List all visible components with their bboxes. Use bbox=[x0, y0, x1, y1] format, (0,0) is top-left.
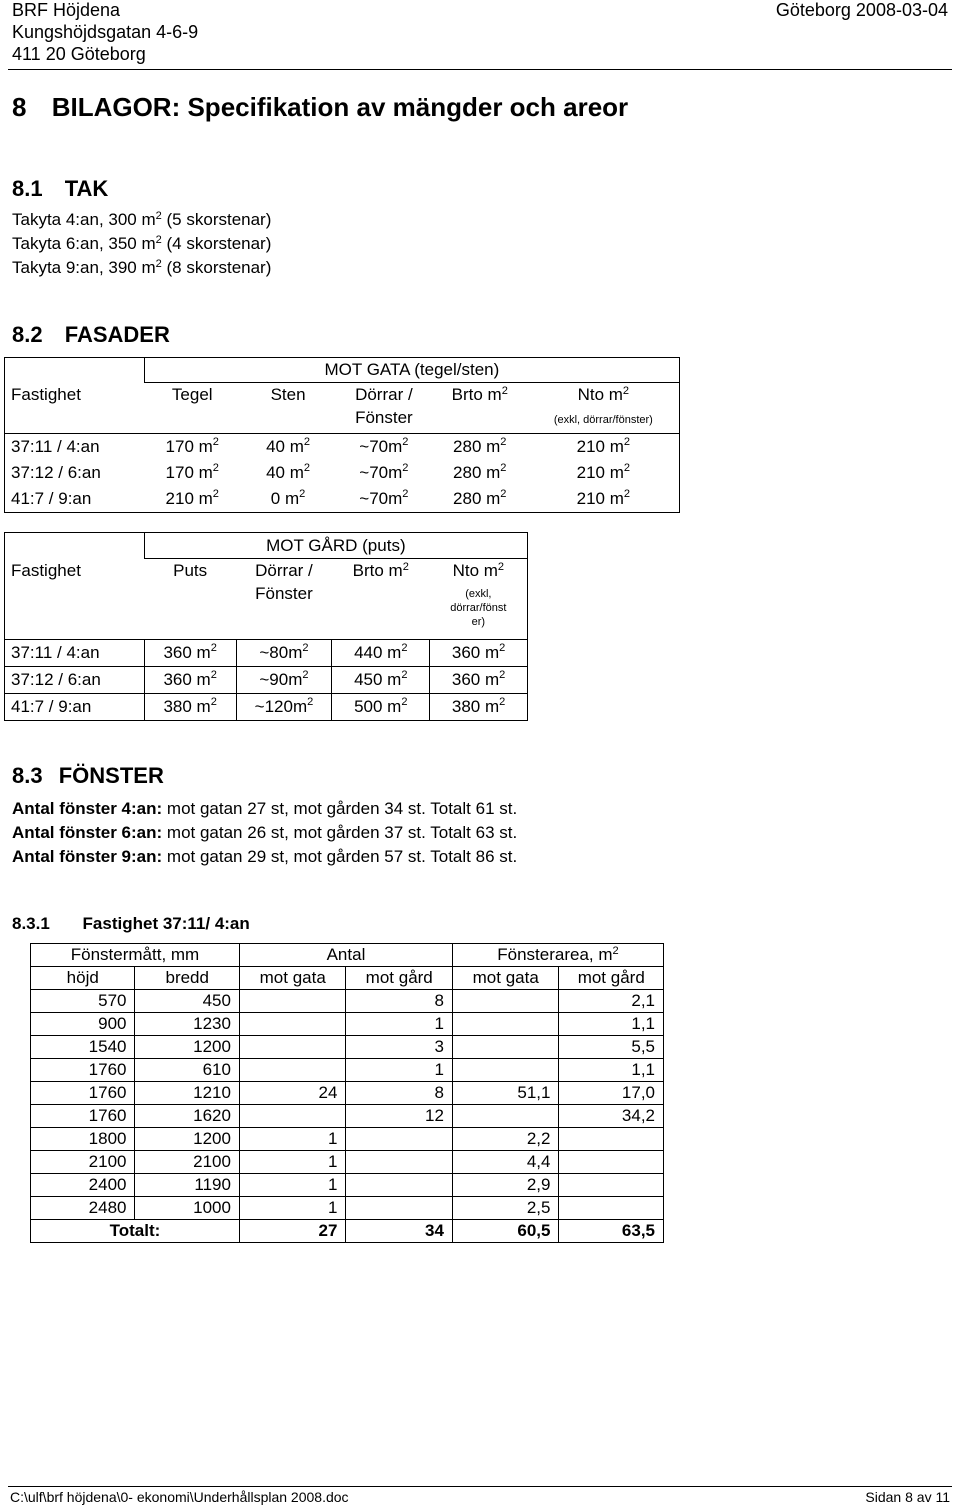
header-org: BRF Höjdena bbox=[12, 0, 121, 20]
total-value: 27 bbox=[239, 1220, 346, 1243]
table-cell: 1 bbox=[239, 1151, 346, 1174]
table-cell: 2,5 bbox=[452, 1197, 559, 1220]
col-header-dorrar: Dörrar / bbox=[255, 561, 313, 580]
chapter-heading bbox=[12, 92, 628, 123]
table-col-header-row bbox=[31, 967, 664, 990]
col-header-fastighet: Fastighet bbox=[5, 383, 145, 408]
fonster-count-line: Antal fönster 6:an: mot gatan 26 st, mot gården 37 st. Totalt 63 st. bbox=[12, 823, 518, 842]
footer-rule bbox=[8, 1486, 952, 1487]
table-cell bbox=[346, 1128, 453, 1151]
col-header-fonster: Fönster bbox=[236, 583, 332, 639]
table-row bbox=[31, 1059, 664, 1082]
table-cell: 24 bbox=[239, 1082, 346, 1105]
table-cell bbox=[346, 1197, 453, 1220]
col-header: mot gata bbox=[452, 967, 559, 990]
table-row bbox=[31, 1174, 664, 1197]
table-row bbox=[31, 1197, 664, 1220]
col-header: mot gård bbox=[346, 967, 453, 990]
subsection-heading bbox=[12, 914, 250, 934]
table-cell: 2480 bbox=[31, 1197, 135, 1220]
col-header-brto: Brto $m^2$ bbox=[352, 560, 409, 580]
table-cell: 2,2 bbox=[452, 1128, 559, 1151]
fonster-table bbox=[30, 943, 664, 1243]
table-cell: 1200 bbox=[135, 1128, 239, 1151]
col-header-puts: Puts bbox=[173, 561, 208, 580]
table-cell bbox=[239, 1059, 346, 1082]
chapter-title: BILAGOR: Specifikation av mängder och areor bbox=[51, 92, 629, 122]
table-row bbox=[31, 1082, 664, 1105]
table-row: 41:7 / 9:an 210 $m^2$ 0 $m^2$ $\sim 70m^2$ 280 $m^2$ 210 $m^2$ bbox=[5, 486, 680, 513]
table-cell: 1190 bbox=[135, 1174, 239, 1197]
total-label: Totalt: bbox=[31, 1220, 240, 1243]
table-cell bbox=[452, 990, 559, 1013]
table-cell: 2,9 bbox=[452, 1174, 559, 1197]
table-cell: 3 bbox=[346, 1036, 453, 1059]
table-row bbox=[31, 1105, 664, 1128]
col-header: bredd bbox=[135, 967, 239, 990]
table-cell: 2100 bbox=[135, 1151, 239, 1174]
table-row: 41:7 / 9:an 380 $m^2$ $\sim 120m^2$ 500 $m^2$ 380 $m^2$ bbox=[5, 693, 528, 720]
gata-caption: MOT GATA (tegel/sten) bbox=[144, 358, 679, 383]
table-cell: 1 bbox=[346, 1013, 453, 1036]
section-fonster-heading bbox=[12, 763, 164, 789]
total-value: 63,5 bbox=[559, 1220, 664, 1243]
section-title: TAK bbox=[64, 176, 109, 201]
header-place-date: Göteborg 2008-03-04 bbox=[775, 0, 948, 20]
subsection-num: 8.3.1 bbox=[12, 914, 50, 933]
table-cell: 1540 bbox=[31, 1036, 135, 1059]
fonster-count-line: Antal fönster 9:an: mot gatan 29 st, mot gården 57 st. Totalt 86 st. bbox=[12, 847, 518, 866]
table-cell bbox=[452, 1013, 559, 1036]
col-header-brto: Brto $m^2$ bbox=[451, 384, 508, 404]
table-cell: 450 bbox=[135, 990, 239, 1013]
col-header: mot gata bbox=[239, 967, 346, 990]
table-group-header-row bbox=[31, 944, 664, 967]
table-cell: 17,0 bbox=[559, 1082, 664, 1105]
section-tak-heading bbox=[12, 176, 108, 202]
table-row: 37:11 / 4:an 170 $m^2$ 40 $m^2$ $\sim 70m^2$ 280 $m^2$ 210 $m^2$ bbox=[5, 433, 680, 460]
table-cell: 8 bbox=[346, 1082, 453, 1105]
table-row bbox=[31, 1036, 664, 1059]
table-cell: 1,1 bbox=[559, 1059, 664, 1082]
col-header-nto-note: (exkl, dörrar/fönst er) bbox=[430, 583, 528, 639]
table-cell: 8 bbox=[346, 990, 453, 1013]
section-num: 8.1 bbox=[12, 176, 43, 201]
table-cell bbox=[239, 1036, 346, 1059]
table-cell: 900 bbox=[31, 1013, 135, 1036]
table-cell bbox=[346, 1151, 453, 1174]
fasad-gard-table bbox=[4, 532, 528, 721]
table-cell: 4,4 bbox=[452, 1151, 559, 1174]
group-header-antal: Antal bbox=[239, 944, 452, 967]
col-header-nto: Nto $m^2$ bbox=[528, 383, 680, 408]
table-cell: 1200 bbox=[135, 1036, 239, 1059]
table-row bbox=[31, 1128, 664, 1151]
table-cell bbox=[239, 990, 346, 1013]
fasad-gata-table bbox=[4, 357, 680, 513]
table-cell bbox=[559, 1151, 664, 1174]
table-cell: 51,1 bbox=[452, 1082, 559, 1105]
tak-list bbox=[12, 208, 271, 280]
section-title: FASADER bbox=[64, 322, 170, 347]
table-cell: 2,1 bbox=[559, 990, 664, 1013]
table-cell bbox=[239, 1013, 346, 1036]
table-cell: 1,1 bbox=[559, 1013, 664, 1036]
table-cell: 1760 bbox=[31, 1105, 135, 1128]
col-header: mot gård bbox=[559, 967, 664, 990]
table-cell: 34,2 bbox=[559, 1105, 664, 1128]
table-cell: 1 bbox=[239, 1197, 346, 1220]
fonster-count-line: Antal fönster 4:an: mot gatan 27 st, mot gården 34 st. Totalt 61 st. bbox=[12, 799, 518, 818]
table-cell bbox=[452, 1059, 559, 1082]
gard-caption: MOT GÅRD (puts) bbox=[144, 533, 527, 559]
header-rule bbox=[8, 69, 952, 70]
col-header-tegel: Tegel bbox=[171, 385, 213, 404]
tak-line: Takyta 4:an, 300 $m^2$ (5 skorstenar) bbox=[12, 209, 272, 229]
section-fasader-heading bbox=[12, 322, 170, 348]
tak-line: Takyta 6:an, 350 $m^2$ (4 skorstenar) bbox=[12, 233, 272, 253]
col-header: höjd bbox=[31, 967, 135, 990]
group-header-matt: Fönstermått, mm bbox=[31, 944, 240, 967]
table-cell bbox=[452, 1036, 559, 1059]
table-cell: 570 bbox=[31, 990, 135, 1013]
header-street: Kungshöjdsgatan 4-6-9 bbox=[12, 22, 199, 42]
header-city: 411 20 Göteborg bbox=[12, 44, 146, 64]
table-cell: 1210 bbox=[135, 1082, 239, 1105]
col-header-nto-note: (exkl, dörrar/fönster) bbox=[528, 407, 680, 433]
table-row: 37:12 / 6:an 360 $m^2$ $\sim 90m^2$ 450 $m^2$ 360 $m^2$ bbox=[5, 666, 528, 693]
table-cell: 5,5 bbox=[559, 1036, 664, 1059]
table-row: 37:12 / 6:an 170 $m^2$ 40 $m^2$ $\sim 70m^2$ 280 $m^2$ 210 $m^2$ bbox=[5, 460, 680, 486]
chapter-num: 8 bbox=[12, 92, 27, 122]
total-value: 60,5 bbox=[452, 1220, 559, 1243]
table-row: 37:11 / 4:an 360 $m^2$ $\sim 80m^2$ 440 $m^2$ 360 $m^2$ bbox=[5, 639, 528, 666]
table-cell bbox=[559, 1197, 664, 1220]
footer-path: C:\ulf\brf höjdena\0- ekonomi\Underhållsplan 2008.doc bbox=[10, 1489, 349, 1505]
tak-line: Takyta 9:an, 390 $m^2$ (8 skorstenar) bbox=[12, 257, 272, 277]
table-cell: 1620 bbox=[135, 1105, 239, 1128]
table-cell: 2400 bbox=[31, 1174, 135, 1197]
footer-page: Sidan 8 av 11 bbox=[865, 1489, 950, 1505]
table-cell: 12 bbox=[346, 1105, 453, 1128]
col-header-fonster: Fönster bbox=[336, 407, 432, 433]
section-num: 8.3 bbox=[12, 763, 43, 788]
table-cell: 1760 bbox=[31, 1059, 135, 1082]
table-cell: 2100 bbox=[31, 1151, 135, 1174]
section-title: FÖNSTER bbox=[58, 763, 164, 788]
table-cell bbox=[346, 1174, 453, 1197]
table-cell: 1800 bbox=[31, 1128, 135, 1151]
table-cell: 1 bbox=[239, 1174, 346, 1197]
table-cell: 1760 bbox=[31, 1082, 135, 1105]
table-row bbox=[31, 990, 664, 1013]
table-cell bbox=[239, 1105, 346, 1128]
subsection-title: Fastighet 37:11/ 4:an bbox=[82, 914, 250, 933]
table-row bbox=[31, 1151, 664, 1174]
table-cell: 610 bbox=[135, 1059, 239, 1082]
total-value: 34 bbox=[346, 1220, 453, 1243]
fonster-count-list bbox=[12, 797, 517, 869]
table-cell bbox=[452, 1105, 559, 1128]
table-cell: 1000 bbox=[135, 1197, 239, 1220]
table-cell: 1 bbox=[346, 1059, 453, 1082]
table-total-row bbox=[31, 1220, 664, 1243]
col-header-nto: Nto $m^2$ bbox=[430, 559, 528, 584]
table-cell: 1230 bbox=[135, 1013, 239, 1036]
col-header-sten: Sten bbox=[270, 385, 306, 404]
table-row bbox=[31, 1013, 664, 1036]
table-cell bbox=[559, 1128, 664, 1151]
col-header-dorrar: Dörrar / bbox=[355, 385, 413, 404]
table-cell: 1 bbox=[239, 1128, 346, 1151]
group-header-area: Fönsterarea, $m^2$ bbox=[452, 944, 663, 967]
table-cell bbox=[559, 1174, 664, 1197]
col-header-fastighet: Fastighet bbox=[5, 559, 145, 584]
section-num: 8.2 bbox=[12, 322, 43, 347]
